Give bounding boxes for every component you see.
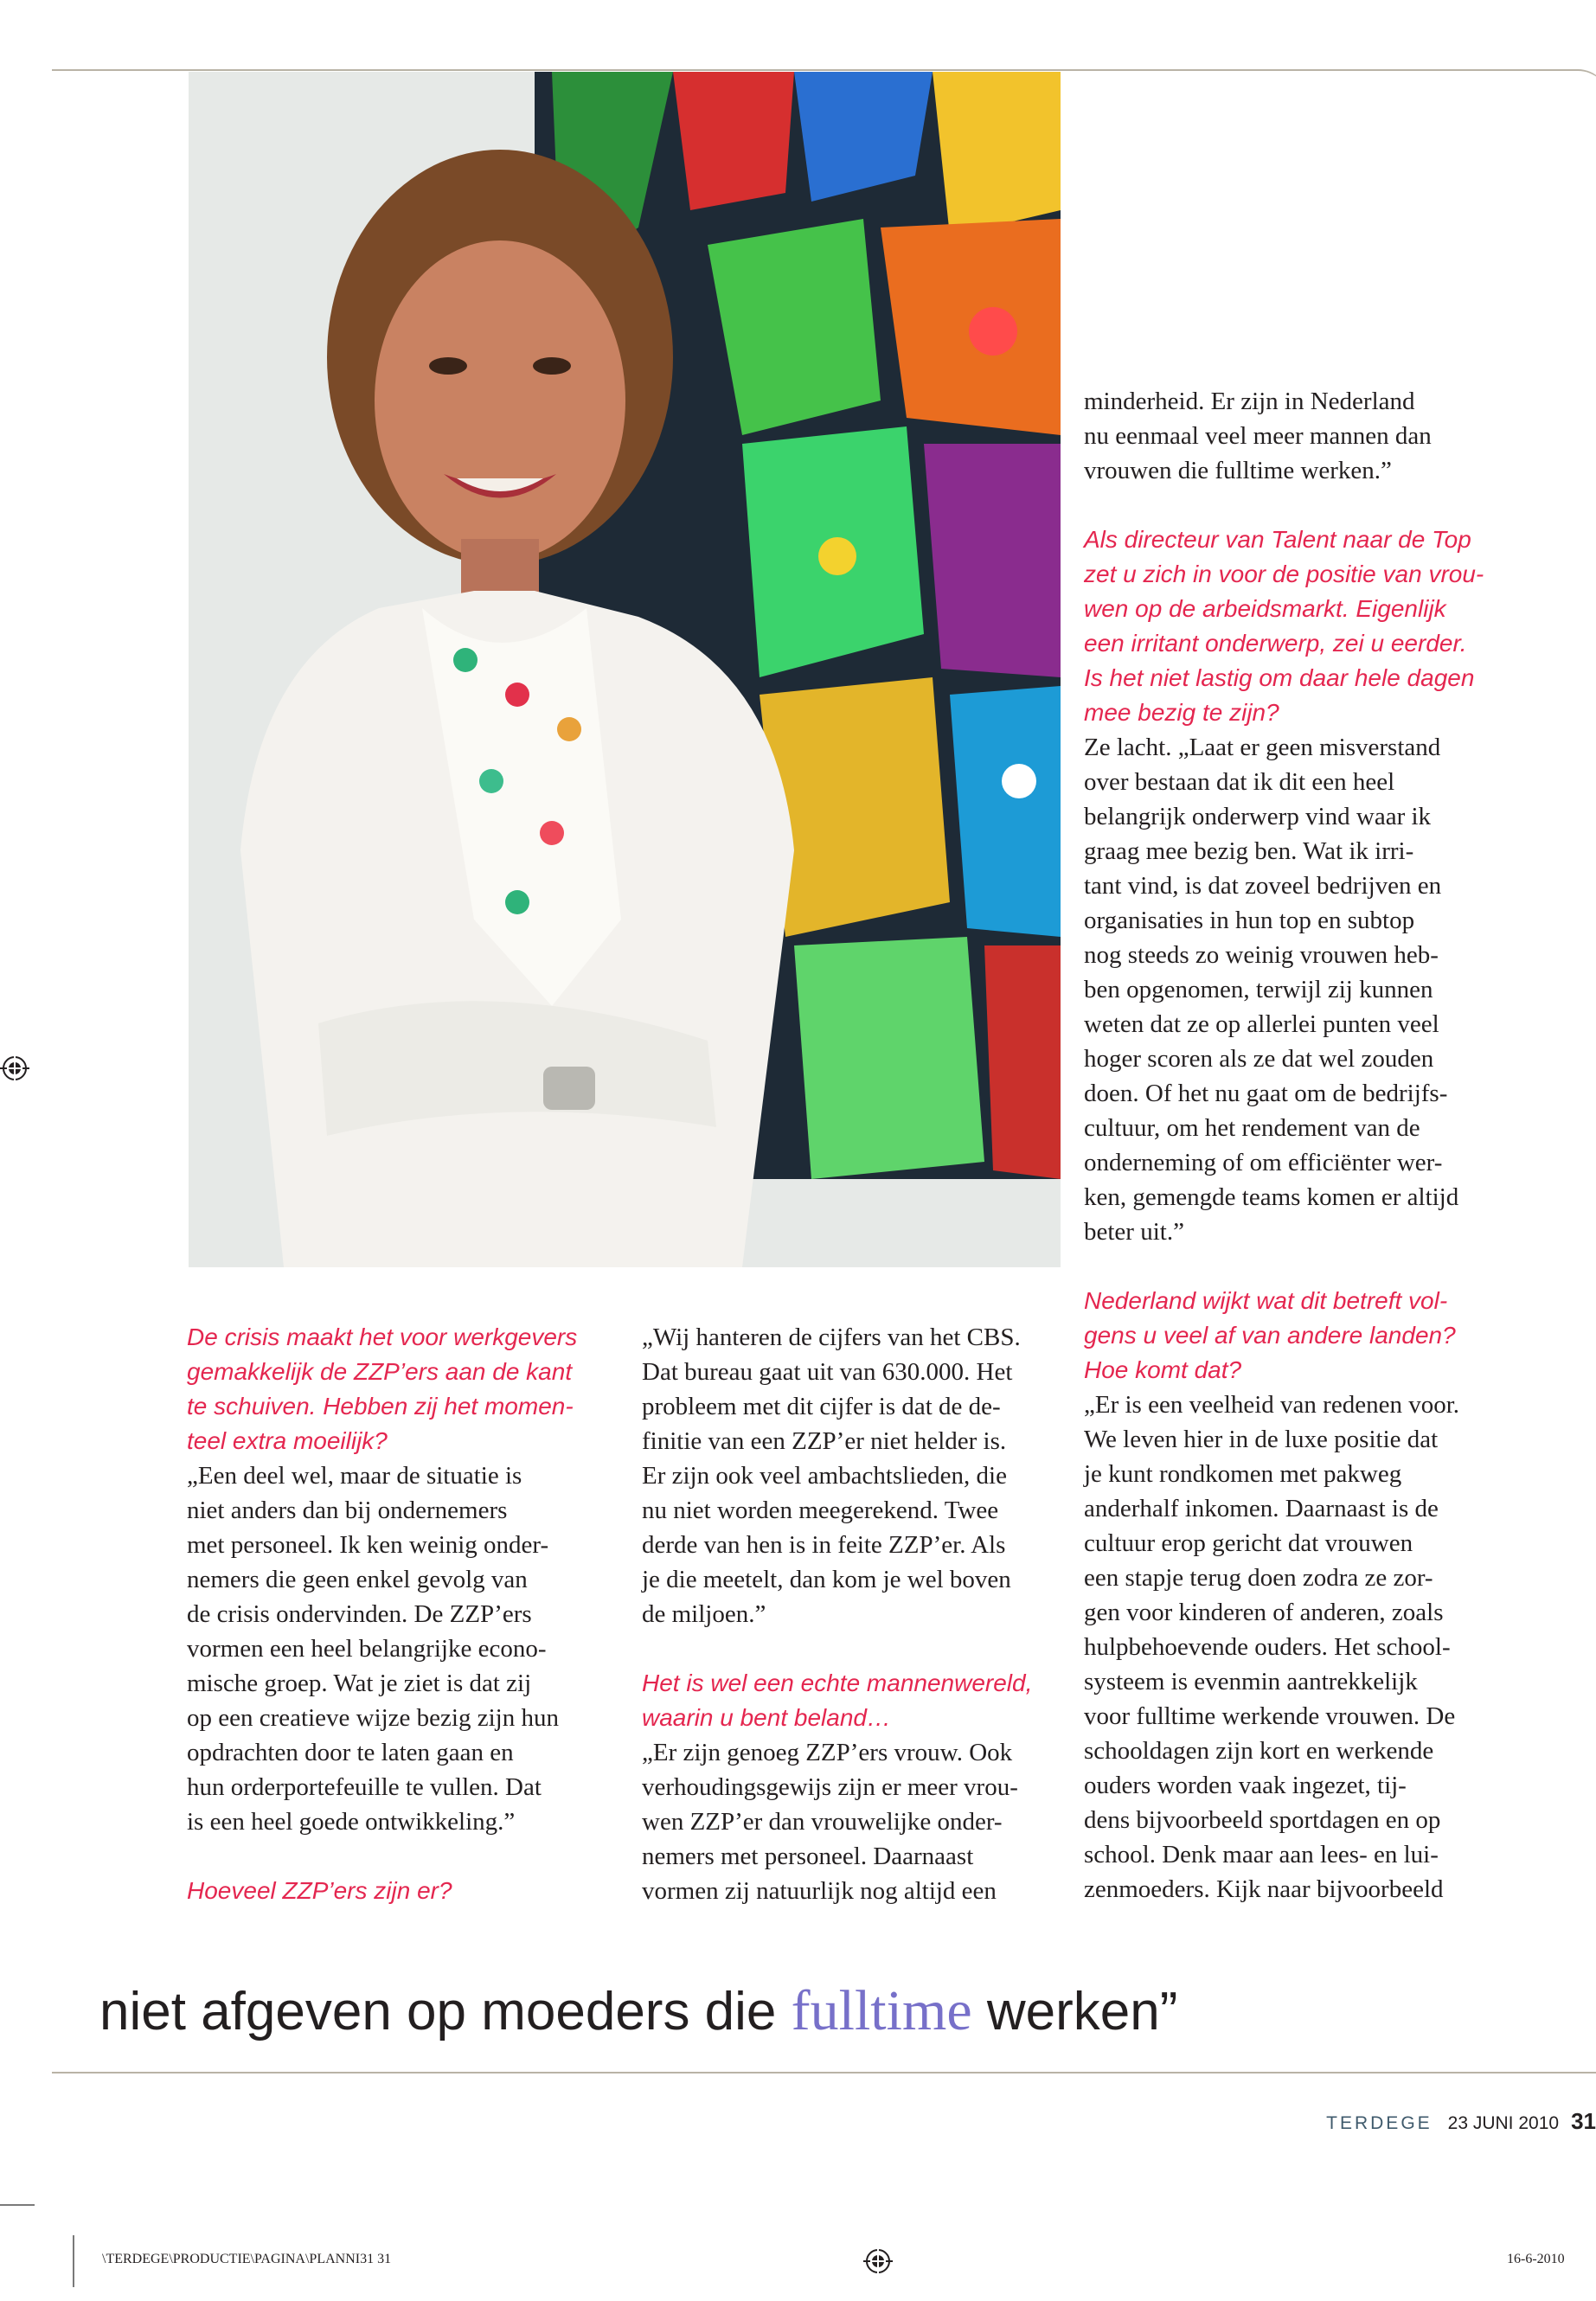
question-line: Als directeur van Talent naar de Top [1084,526,1471,553]
question-line: Het is wel een echte mannenwereld, [642,1670,1033,1696]
magazine-name: TERDEGE [1326,2113,1433,2133]
text-line: „Er is een veelheid van redenen voor. [1084,1391,1460,1419]
pull-quote-highlight: fulltime [791,1979,972,2042]
text-line: nu eenmaal veel meer mannen dan [1084,422,1432,450]
text-line: opdrachten door te laten gaan en [187,1739,514,1766]
text-line: „Er zijn genoeg ZZP’ers vrouw. Ook [642,1739,1013,1766]
text-line: gen voor kinderen of anderen, zoals [1084,1599,1444,1626]
question-line: wen op de arbeidsmarkt. Eigenlijk [1084,595,1446,622]
text-line: verhoudingsgewijs zijn er meer vrou- [642,1773,1018,1801]
text-line: vrouwen die fulltime werken.” [1084,457,1392,484]
text-line: cultuur, om het rendement van de [1084,1114,1420,1142]
question-line: waarin u bent beland… [642,1704,891,1731]
text-line: nog steeds zo weinig vrouwen heb- [1084,941,1439,969]
text-line: minderheid. Er zijn in Nederland [1084,388,1415,415]
text-line: vormen een heel belangrijke econo- [187,1635,547,1663]
text-line: dens bijvoorbeeld sportdagen en op [1084,1806,1441,1834]
text-line: onderneming of om efficiënter wer- [1084,1149,1443,1176]
text-line: je die meetelt, dan kom je wel boven [642,1566,1011,1593]
text-line: Dat bureau gaat uit van 630.000. Het [642,1358,1013,1386]
slug-path: \TERDEGE\PRODUCTIE\PAGINA\PLANNI31 31 [102,2252,392,2266]
text-line: de miljoen.” [642,1600,766,1628]
slug-date: 16-6-2010 [1507,2252,1565,2266]
text-line: We leven hier in de luxe positie dat [1084,1426,1439,1453]
question-line: Nederland wijkt wat dit betreft vol- [1084,1287,1448,1314]
text-line: school. Denk maar aan lees- en lui- [1084,1841,1439,1868]
column-right-top [1084,384,1568,1249]
text-line: nemers met personeel. Daarnaast [642,1843,974,1870]
registration-mark-icon [0,1054,29,1083]
text-line: probleem met dit cijfer is dat de de- [642,1393,1001,1420]
text-line: ken, gemengde teams komen er altijd [1084,1183,1459,1211]
text-line: „Een deel wel, maar de situatie is [187,1462,522,1490]
question-line: een irritant onderwerp, zei u eerder. [1084,630,1467,657]
text-line: Er zijn ook veel ambachtslieden, die [642,1462,1007,1490]
pull-quote-after: werken” [971,1982,1178,2041]
text-line: hulpbehoevende ouders. Het school- [1084,1633,1451,1661]
question-line: teel extra moeilijk? [187,1427,388,1454]
text-line: ouders worden vaak ingezet, tij- [1084,1772,1407,1799]
column-left [187,1320,619,1908]
question-line: gens u veel af van andere landen? [1084,1322,1456,1349]
column-middle [642,1320,1074,1908]
question-line: gemakkelijk de ZZP’ers aan de kant [187,1358,573,1385]
question-line: mee bezig te zijn? [1084,699,1279,726]
text-line: zenmoeders. Kijk naar bijvoorbeeld [1084,1875,1444,1903]
text-line: voor fulltime werkende vrouwen. De [1084,1702,1456,1730]
text-line: derde van hen is in feite ZZP’er. Als [642,1531,1006,1559]
portrait-photo [189,72,1061,1267]
registration-mark-icon [863,2247,893,2276]
text-line: op een creatieve wijze bezig zijn hun [187,1704,559,1732]
text-line: mische groep. Wat je ziet is dat zij [187,1670,532,1697]
text-line: met personeel. Ik ken weinig onder- [187,1531,549,1559]
text-line: over bestaan dat ik dit een heel [1084,768,1395,796]
question-line: Hoeveel ZZP’ers zijn er? [187,1877,452,1904]
text-line: vormen zij natuurlijk nog altijd een [642,1877,997,1905]
text-line: anderhalf inkomen. Daarnaast is de [1084,1495,1439,1522]
text-line: hoger scoren als ze dat wel zouden [1084,1045,1434,1073]
column-right-bottom [1084,1284,1568,1907]
text-line: ben opgenomen, terwijl zij kunnen [1084,976,1433,1003]
question-line: te schuiven. Hebben zij het momen- [187,1393,574,1420]
text-line: doen. Of het nu gaat om de bedrijfs- [1084,1080,1448,1107]
text-line: cultuur erop gericht dat vrouwen [1084,1529,1413,1557]
page-number: 31 [1571,2108,1596,2134]
text-line: nu niet worden meegerekend. Twee [642,1497,999,1524]
pull-quote [99,1977,1570,2047]
text-line: is een heel goede ontwikkeling.” [187,1808,516,1836]
text-line: je kunt rondkomen met pakweg [1084,1460,1402,1488]
text-line: nemers die geen enkel gevolg van [187,1566,528,1593]
text-line: wen ZZP’er dan vrouwelijke onder- [642,1808,1003,1836]
text-line: „Wij hanteren de cijfers van het CBS. [642,1324,1021,1351]
text-line: de crisis ondervinden. De ZZP’ers [187,1600,532,1628]
folio [990,2104,1596,2141]
issue-date: 23 JUNI 2010 [1447,2113,1560,2133]
question-line: Is het niet lastig om daar hele dagen [1084,664,1475,691]
question-line: Hoe komt dat? [1084,1356,1242,1383]
text-line: systeem is evenmin aantrekkelijk [1084,1668,1418,1695]
pull-quote-before: niet afgeven op moeders die [99,1982,792,2041]
crop-mark [0,2204,35,2206]
portrait-illustration [189,72,1061,1267]
text-line: niet anders dan bij ondernemers [187,1497,508,1524]
crop-mark [73,2235,74,2287]
text-line: tant vind, is dat zoveel bedrijven en [1084,872,1442,900]
text-line: een stapje terug doen zodra ze zor- [1084,1564,1433,1592]
text-line: beter uit.” [1084,1218,1184,1246]
text-line: organisaties in hun top en subtop [1084,907,1415,934]
text-line: Ze lacht. „Laat er geen misverstand [1084,734,1441,761]
text-line: belangrijk onderwerp vind waar ik [1084,803,1432,830]
text-line: weten dat ze op allerlei punten veel [1084,1010,1439,1038]
question-line: zet u zich in voor de positie van vrou- [1084,561,1484,587]
text-line: graag mee bezig ben. Wat ik irri- [1084,837,1414,865]
text-line: finitie van een ZZP’er niet helder is. [642,1427,1007,1455]
text-line: hun orderportefeuille te vullen. Dat [187,1773,542,1801]
question-line: De crisis maakt het voor werkgevers [187,1324,578,1350]
text-line: schooldagen zijn kort en werkende [1084,1737,1434,1765]
